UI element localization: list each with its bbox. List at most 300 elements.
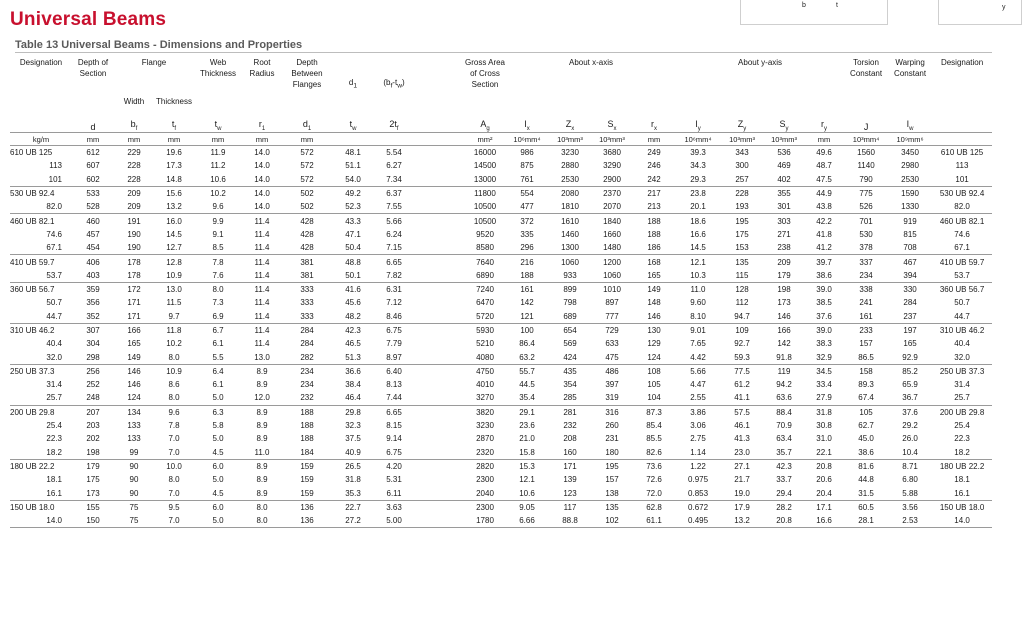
- value-cell: 38.5: [816, 298, 832, 308]
- value-cell: 31.0: [816, 434, 832, 444]
- value-cell: 9.14: [386, 434, 402, 444]
- value-cell: 16000: [464, 146, 506, 160]
- value-cell: 62.8: [632, 500, 676, 514]
- value-cell: 13.0: [254, 352, 270, 362]
- value-cell: 10.6: [519, 488, 535, 498]
- col-depth-between: Depth Between Flanges: [291, 58, 323, 89]
- value-cell: 10.4: [902, 447, 918, 457]
- spacer-cell: [414, 186, 464, 200]
- value-cell: 7.0: [168, 488, 180, 498]
- value-cell: 90: [114, 459, 154, 473]
- value-cell: 88.4: [764, 405, 804, 419]
- value-cell: 159: [300, 488, 314, 498]
- value-cell: 242: [647, 174, 661, 184]
- value-cell: 49.2: [332, 186, 374, 200]
- value-cell: 159: [300, 475, 314, 485]
- value-cell: 29.1: [506, 405, 548, 419]
- value-cell: 38.6: [858, 447, 874, 457]
- value-cell: 1300: [561, 243, 579, 253]
- value-cell: 35.3: [345, 488, 361, 498]
- value-cell: 165: [127, 339, 141, 349]
- value-cell: 27.9: [816, 393, 832, 403]
- unit-cell: mm: [282, 133, 332, 146]
- value-cell: 2870: [476, 434, 494, 444]
- value-cell: 8.0: [242, 514, 282, 528]
- value-cell: 454: [86, 243, 100, 253]
- value-cell: 486: [592, 364, 632, 378]
- value-cell: 316: [592, 405, 632, 419]
- value-cell: 209: [764, 255, 804, 269]
- designation-cell: 18.1: [46, 475, 62, 485]
- universal-beams-table: [10, 57, 992, 528]
- value-cell: 55.7: [506, 364, 548, 378]
- value-cell: 502: [300, 202, 314, 212]
- value-cell: 2880: [561, 161, 579, 171]
- table-row: [10, 159, 992, 172]
- designation-right-cell: 360 UB 56.7: [932, 282, 992, 296]
- designation-cell: 40.4: [46, 339, 62, 349]
- designation-cell: 74.6: [46, 229, 62, 239]
- col-d1: $d_1$: [348, 78, 358, 90]
- value-cell: 42.3: [332, 323, 374, 337]
- value-cell: 0.672: [676, 500, 720, 514]
- value-cell: 337: [844, 255, 888, 269]
- value-cell: 139: [563, 475, 577, 485]
- value-cell: 260: [605, 421, 619, 431]
- value-cell: 45.0: [858, 434, 874, 444]
- value-cell: 190: [127, 243, 141, 253]
- value-cell: 284: [300, 339, 314, 349]
- value-cell: 354: [563, 380, 577, 390]
- value-cell: 536: [764, 146, 804, 160]
- table-row: [10, 173, 992, 187]
- designation-cell: 250 UB 37.3: [10, 364, 72, 378]
- value-cell: 381: [300, 270, 314, 280]
- value-cell: 85.4: [646, 421, 662, 431]
- value-cell: 77.5: [720, 364, 764, 378]
- value-cell: 8.15: [386, 421, 402, 431]
- table-row: [10, 241, 992, 255]
- value-cell: 10.6: [210, 174, 226, 184]
- value-cell: 6.27: [386, 161, 402, 171]
- value-cell: 633: [605, 339, 619, 349]
- spacer-cell: [414, 473, 464, 486]
- value-cell: 356: [86, 298, 100, 308]
- page-title: Universal Beams: [10, 9, 167, 30]
- value-cell: 7.55: [386, 202, 402, 212]
- value-cell: 2820: [464, 459, 506, 473]
- value-cell: 175: [735, 229, 749, 239]
- value-cell: 108: [632, 364, 676, 378]
- value-cell: 7.34: [386, 174, 402, 184]
- value-cell: 11.4: [242, 323, 282, 337]
- value-cell: 8.9: [256, 488, 268, 498]
- value-cell: 2530: [901, 174, 919, 184]
- value-cell: 10.3: [690, 270, 706, 280]
- value-cell: 9.9: [194, 214, 242, 228]
- value-cell: 897: [605, 298, 619, 308]
- spacer-cell: [414, 500, 464, 514]
- value-cell: 8.13: [386, 380, 402, 390]
- designation-cell: 410 UB 59.7: [10, 255, 72, 269]
- designation-cell: 310 UB 46.2: [10, 323, 72, 337]
- value-cell: 17.9: [720, 500, 764, 514]
- designation-right-cell: 200 UB 29.8: [932, 405, 992, 419]
- value-cell: 228: [720, 186, 764, 200]
- value-cell: 5720: [476, 311, 494, 321]
- value-cell: 1480: [603, 243, 621, 253]
- value-cell: 17.1: [804, 500, 844, 514]
- value-cell: 63.2: [519, 352, 535, 362]
- designation-right-cell: 610 UB 125: [932, 146, 992, 160]
- value-cell: 37.6: [888, 405, 932, 419]
- value-cell: 875: [520, 161, 534, 171]
- value-cell: 195: [592, 459, 632, 473]
- unit-cell: 10³mm³: [548, 133, 592, 146]
- col-designation: Designation: [19, 58, 63, 67]
- value-cell: 159: [282, 459, 332, 473]
- unit-cell: 10⁶mm⁴: [676, 133, 720, 146]
- value-cell: 105: [647, 380, 661, 390]
- value-cell: 123: [563, 488, 577, 498]
- value-cell: 43.8: [816, 202, 832, 212]
- value-cell: 207: [72, 405, 114, 419]
- value-cell: 467: [888, 255, 932, 269]
- designation-right-cell: 44.7: [954, 311, 970, 321]
- value-cell: 16.6: [804, 514, 844, 528]
- value-cell: 149: [632, 282, 676, 296]
- designation-right-cell: 25.7: [954, 393, 970, 403]
- value-cell: 14.0: [254, 161, 270, 171]
- value-cell: 241: [859, 298, 873, 308]
- spacer-cell: [414, 486, 464, 500]
- value-cell: 8.5: [212, 243, 224, 253]
- value-cell: 81.6: [844, 459, 888, 473]
- value-cell: 63.6: [776, 393, 792, 403]
- value-cell: 13000: [473, 174, 497, 184]
- value-cell: 0.853: [688, 488, 709, 498]
- value-cell: 43.3: [332, 214, 374, 228]
- value-cell: 20.1: [690, 202, 706, 212]
- designation-cell: 530 UB 92.4: [10, 186, 72, 200]
- value-cell: 229: [114, 146, 154, 160]
- col-torsion: Torsion Constant: [850, 58, 883, 78]
- value-cell: 188: [632, 214, 676, 228]
- value-cell: 4010: [476, 380, 494, 390]
- value-cell: 0.975: [688, 475, 709, 485]
- value-cell: 7.44: [386, 393, 402, 403]
- designation-right-cell: 460 UB 82.1: [932, 214, 992, 228]
- value-cell: 11.0: [676, 282, 720, 296]
- value-cell: 51.1: [345, 161, 361, 171]
- value-cell: 1840: [592, 214, 632, 228]
- value-cell: 39.0: [804, 323, 844, 337]
- table-row: [10, 255, 992, 269]
- value-cell: 10500: [464, 214, 506, 228]
- table-row: [10, 282, 992, 296]
- table-row: [10, 391, 992, 405]
- value-cell: 3680: [592, 146, 632, 160]
- value-cell: 790: [859, 174, 873, 184]
- unit-cell: [332, 133, 374, 146]
- value-cell: 165: [647, 270, 661, 280]
- spacer-cell: [414, 446, 464, 460]
- value-cell: 2080: [548, 186, 592, 200]
- value-cell: 208: [563, 434, 577, 444]
- spacer-cell: [414, 282, 464, 296]
- value-cell: 228: [127, 174, 141, 184]
- value-cell: 20.4: [816, 488, 832, 498]
- value-cell: 6.65: [374, 255, 414, 269]
- value-cell: 85.2: [888, 364, 932, 378]
- value-cell: 8.9: [256, 421, 268, 431]
- value-cell: 14.0: [254, 202, 270, 212]
- unit-cell: mm: [114, 133, 154, 146]
- value-cell: 119: [764, 364, 804, 378]
- value-cell: 775: [844, 186, 888, 200]
- value-cell: 19.6: [154, 146, 194, 160]
- header-row: [10, 57, 992, 90]
- value-cell: 406: [72, 255, 114, 269]
- value-cell: 8.9: [242, 405, 282, 419]
- value-cell: 13.2: [720, 514, 764, 528]
- table-row: [10, 405, 992, 419]
- unit-cell: mm: [72, 133, 114, 146]
- value-cell: 1010: [592, 282, 632, 296]
- value-cell: 6.37: [374, 186, 414, 200]
- value-cell: 271: [777, 229, 791, 239]
- value-cell: 216: [506, 255, 548, 269]
- value-cell: 1140: [857, 161, 875, 171]
- value-cell: 82.6: [646, 447, 662, 457]
- value-cell: 15.6: [154, 186, 194, 200]
- value-cell: 100: [506, 323, 548, 337]
- value-cell: 14.5: [690, 243, 706, 253]
- designation-cell: 25.4: [46, 421, 62, 431]
- value-cell: 15.3: [506, 459, 548, 473]
- value-cell: 34.3: [690, 161, 706, 171]
- value-cell: 572: [282, 146, 332, 160]
- value-cell: 171: [548, 459, 592, 473]
- value-cell: 301: [777, 202, 791, 212]
- value-cell: 3270: [476, 393, 494, 403]
- value-cell: 173: [86, 488, 100, 498]
- designation-cell: 113: [49, 161, 62, 171]
- spacer-cell: [414, 200, 464, 214]
- value-cell: 52.3: [345, 202, 361, 212]
- value-cell: 166: [114, 323, 154, 337]
- value-cell: 213: [647, 202, 661, 212]
- value-cell: 6.31: [374, 282, 414, 296]
- spacer-cell: [414, 391, 464, 405]
- value-cell: 6.0: [194, 459, 242, 473]
- table-row: [10, 323, 992, 337]
- unit-cell: [932, 133, 992, 146]
- value-cell: 178: [114, 255, 154, 269]
- value-cell: 36.7: [902, 393, 918, 403]
- value-cell: 105: [844, 405, 888, 419]
- designation-cell: 460 UB 82.1: [10, 214, 72, 228]
- value-cell: 70.9: [776, 421, 792, 431]
- value-cell: 296: [520, 243, 534, 253]
- value-cell: 33.7: [776, 475, 792, 485]
- value-cell: 26.0: [902, 434, 918, 444]
- value-cell: 91.8: [776, 352, 792, 362]
- value-cell: 378: [859, 243, 873, 253]
- value-cell: 86.5: [858, 352, 874, 362]
- value-cell: 6.11: [386, 488, 402, 498]
- section-diagram: [740, 0, 1024, 26]
- value-cell: 35.7: [776, 447, 792, 457]
- value-cell: 134: [114, 405, 154, 419]
- value-cell: 5.88: [902, 488, 918, 498]
- value-cell: 4080: [476, 352, 494, 362]
- value-cell: 6.0: [194, 500, 242, 514]
- value-cell: 41.3: [734, 434, 750, 444]
- value-cell: 5.0: [212, 434, 224, 444]
- spacer-cell: [414, 241, 464, 255]
- value-cell: 195: [720, 214, 764, 228]
- value-cell: 9.01: [676, 323, 720, 337]
- value-cell: 49.6: [804, 146, 844, 160]
- value-cell: 602: [86, 174, 100, 184]
- value-cell: 17.3: [166, 161, 182, 171]
- diagram-label-bf: b: [802, 2, 806, 9]
- value-cell: 157: [605, 475, 619, 485]
- col-depth: Depth of Section: [77, 58, 109, 78]
- value-cell: 689: [563, 311, 577, 321]
- value-cell: 9520: [476, 229, 494, 239]
- value-cell: 14500: [473, 161, 497, 171]
- value-cell: 11.2: [210, 161, 226, 171]
- value-cell: 233: [844, 323, 888, 337]
- value-cell: 3450: [888, 146, 932, 160]
- value-cell: 6.66: [506, 514, 548, 528]
- value-cell: 87.3: [632, 405, 676, 419]
- value-cell: 29.2: [902, 421, 918, 431]
- value-cell: 146: [127, 380, 141, 390]
- table-row: [10, 473, 992, 486]
- value-cell: 7640: [464, 255, 506, 269]
- value-cell: 34.5: [804, 364, 844, 378]
- value-cell: 135: [720, 255, 764, 269]
- value-cell: 1660: [603, 229, 621, 239]
- spacer-cell: [414, 432, 464, 445]
- value-cell: 65.9: [902, 380, 918, 390]
- value-cell: 1060: [603, 270, 621, 280]
- value-cell: 138: [605, 488, 619, 498]
- value-cell: 359: [72, 282, 114, 296]
- table-row: [10, 432, 992, 445]
- col-about-x: About x-axis: [569, 58, 614, 67]
- value-cell: 57.5: [720, 405, 764, 419]
- value-cell: 8.0: [194, 282, 242, 296]
- value-cell: 572: [300, 174, 314, 184]
- value-cell: 41.6: [332, 282, 374, 296]
- value-cell: 5210: [476, 339, 494, 349]
- value-cell: 42.2: [804, 214, 844, 228]
- spacer-cell: [414, 255, 464, 269]
- value-cell: 117: [548, 500, 592, 514]
- value-cell: 19.0: [734, 488, 750, 498]
- value-cell: 197: [888, 323, 932, 337]
- value-cell: 5.66: [374, 214, 414, 228]
- designation-cell: 360 UB 56.7: [10, 282, 72, 296]
- designation-cell: 18.2: [46, 447, 62, 457]
- value-cell: 3.56: [888, 500, 932, 514]
- value-cell: 86.4: [519, 339, 535, 349]
- value-cell: 281: [548, 405, 592, 419]
- value-cell: 3.86: [676, 405, 720, 419]
- value-cell: 155: [72, 500, 114, 514]
- value-cell: 11.4: [254, 339, 270, 349]
- value-cell: 21.7: [734, 475, 750, 485]
- value-cell: 61.2: [734, 380, 750, 390]
- value-cell: 23.8: [676, 186, 720, 200]
- spacer-cell: [414, 514, 464, 528]
- value-cell: 109: [720, 323, 764, 337]
- value-cell: 130: [632, 323, 676, 337]
- col-about-y: About y-axis: [738, 58, 783, 67]
- value-cell: 319: [605, 393, 619, 403]
- value-cell: 4.20: [374, 459, 414, 473]
- value-cell: 5.0: [212, 393, 224, 403]
- value-cell: 7.0: [154, 514, 194, 528]
- value-cell: 157: [859, 339, 873, 349]
- value-cell: 173: [777, 298, 791, 308]
- value-cell: 48.7: [816, 161, 832, 171]
- value-cell: 8.97: [386, 352, 402, 362]
- value-cell: 11.9: [194, 146, 242, 160]
- value-cell: 41.2: [816, 243, 832, 253]
- value-cell: 115: [735, 270, 749, 280]
- value-cell: 8.71: [888, 459, 932, 473]
- value-cell: 188: [300, 434, 314, 444]
- value-cell: 815: [903, 229, 917, 239]
- value-cell: 50.4: [345, 243, 361, 253]
- designation-cell: 14.0: [10, 514, 72, 528]
- value-cell: 136: [282, 500, 332, 514]
- value-cell: 166: [764, 323, 804, 337]
- designation-right-cell: 22.3: [954, 434, 970, 444]
- value-cell: 41.8: [816, 229, 832, 239]
- value-cell: 67.4: [858, 393, 874, 403]
- value-cell: 44.8: [858, 475, 874, 485]
- value-cell: 124: [647, 352, 661, 362]
- value-cell: 188: [520, 270, 534, 280]
- table-row: [10, 146, 992, 160]
- value-cell: 41.1: [734, 393, 750, 403]
- value-cell: 4.5: [212, 488, 224, 498]
- unit-cell: mm: [632, 133, 676, 146]
- value-cell: 0.495: [676, 514, 720, 528]
- value-cell: 502: [282, 186, 332, 200]
- table-row: [10, 200, 992, 214]
- diagram-flange-box: [740, 0, 888, 25]
- value-cell: 6.40: [374, 364, 414, 378]
- value-cell: 919: [888, 214, 932, 228]
- value-cell: 6.4: [194, 364, 242, 378]
- value-cell: 171: [127, 311, 141, 321]
- unit-cell: 10³mm³: [764, 133, 804, 146]
- value-cell: 38.3: [816, 339, 832, 349]
- designation-cell: 25.7: [46, 393, 62, 403]
- value-cell: 1200: [592, 255, 632, 269]
- value-cell: 477: [520, 202, 534, 212]
- designation-cell: 101: [48, 174, 62, 184]
- value-cell: 7.79: [386, 339, 402, 349]
- unit-cell: mm: [242, 133, 282, 146]
